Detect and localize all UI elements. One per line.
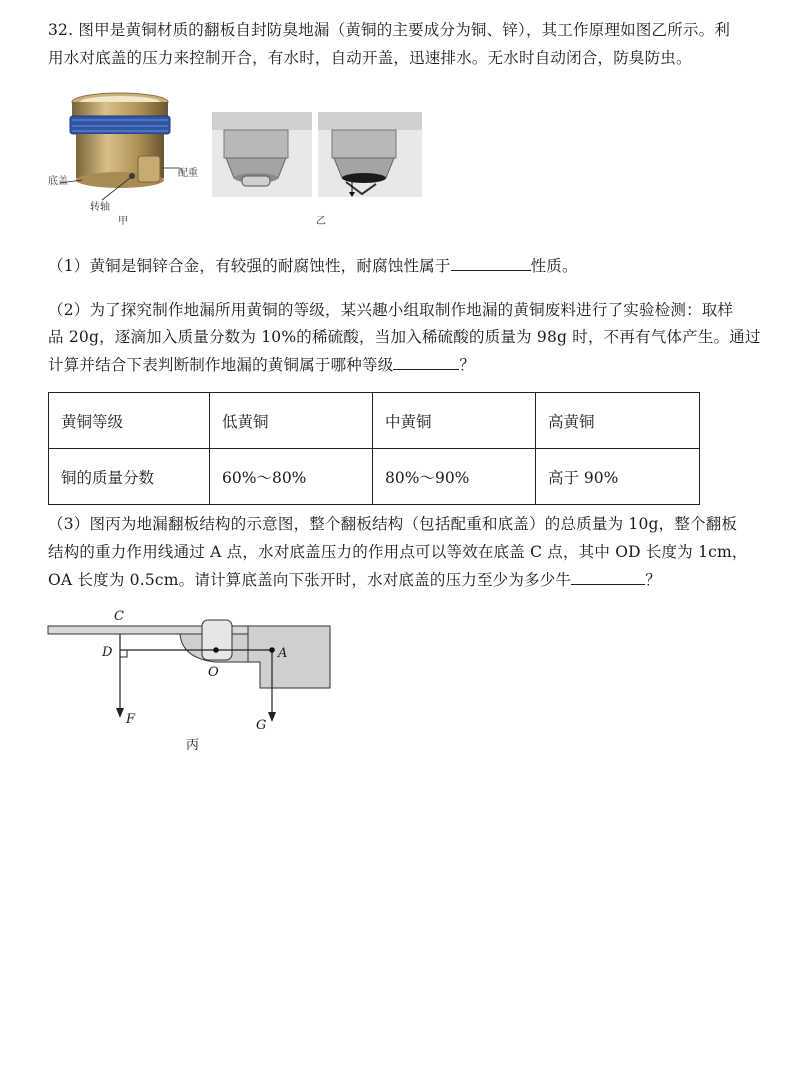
- brass-grade-table: [48, 392, 700, 505]
- table-row: [49, 449, 700, 505]
- table-cell: 60%～80%: [210, 449, 373, 505]
- part3-line-2: 结构的重力作用线通过 A 点，水对底盖压力的作用点可以等效在底盖 C 点，其中 OD 长度为 1cm，: [48, 543, 748, 561]
- table-cell: 铜的质量分数: [49, 449, 210, 505]
- part3-line-1: （3）图丙为地漏翻板结构的示意图，整个翻板结构（包括配重和底盖）的总质量为 10g，整个翻板: [48, 515, 738, 533]
- part1-line: [48, 254, 578, 276]
- table-cell: 高于 90%: [536, 449, 700, 505]
- part3-line-3: [48, 568, 661, 590]
- part2-suffix: ？: [459, 356, 476, 374]
- label-F: F: [126, 712, 136, 727]
- lever-diagram: [40, 608, 340, 753]
- table-cell: 黄铜等级: [49, 393, 210, 449]
- part2-answer-blank[interactable]: [393, 355, 459, 370]
- caption-bing: 丙: [186, 738, 200, 753]
- part1-text: （1）黄铜是铜锌合金，有较强的耐腐蚀性，耐腐蚀性属于: [48, 257, 451, 275]
- figure-bing: [40, 608, 340, 753]
- part2-line-3: [48, 353, 475, 375]
- table-header-row: [49, 393, 700, 449]
- caption-yi: 乙: [316, 216, 326, 227]
- label-O: O: [208, 665, 219, 680]
- table-cell: 低黄铜: [210, 393, 373, 449]
- figure-jia: [40, 88, 210, 228]
- part3-answer-blank[interactable]: [571, 570, 645, 585]
- label-digai: 底盖: [48, 176, 68, 187]
- part2-text-3: 计算并结合下表判断制作地漏的黄铜属于哪种等级: [48, 356, 394, 374]
- table-cell: 高黄铜: [536, 393, 700, 449]
- table-cell: 80%～90%: [373, 449, 536, 505]
- part3-text-3: OA 长度为 0.5cm。请计算底盖向下张开时，水对底盖的压力至少为多少牛: [48, 571, 572, 589]
- label-D: D: [102, 645, 113, 660]
- label-A: A: [278, 646, 288, 661]
- drain-operation-photos: [212, 112, 422, 197]
- question-intro-line-2: 用水对底盖的压力来控制开合，有水时，自动开盖，迅速排水。无水时自动闭合，防臭防虫。: [48, 49, 692, 67]
- part2-line-2: 品 20g，逐滴加入质量分数为 10%的稀硫酸，当加入稀硫酸的质量为 98g 时，不再有气体产生。通过: [48, 328, 761, 346]
- figure-yi: [212, 112, 422, 230]
- label-zhuanzhou: 转轴: [90, 202, 110, 213]
- part3-suffix: ？: [645, 571, 661, 589]
- question-intro-line-1: [48, 18, 730, 40]
- part1-answer-blank[interactable]: [451, 256, 531, 271]
- table-cell: 中黄铜: [373, 393, 536, 449]
- part1-suffix: 性质。: [530, 257, 578, 275]
- part2-line-1: （2）为了探究制作地漏所用黄铜的等级，某兴趣小组取制作地漏的黄铜废料进行了实验检测：取样: [48, 301, 734, 319]
- caption-jia: 甲: [118, 216, 128, 227]
- question-intro-text-1: 图甲是黄铜材质的翻板自封防臭地漏（黄铜的主要成分为铜、锌），其工作原理如图乙所示。利: [78, 21, 731, 39]
- label-C: C: [114, 609, 124, 624]
- question-number: 32.: [48, 21, 74, 39]
- label-peizhong: 配重: [178, 168, 198, 179]
- floor-drain-photo: [40, 88, 210, 228]
- label-G: G: [256, 718, 267, 733]
